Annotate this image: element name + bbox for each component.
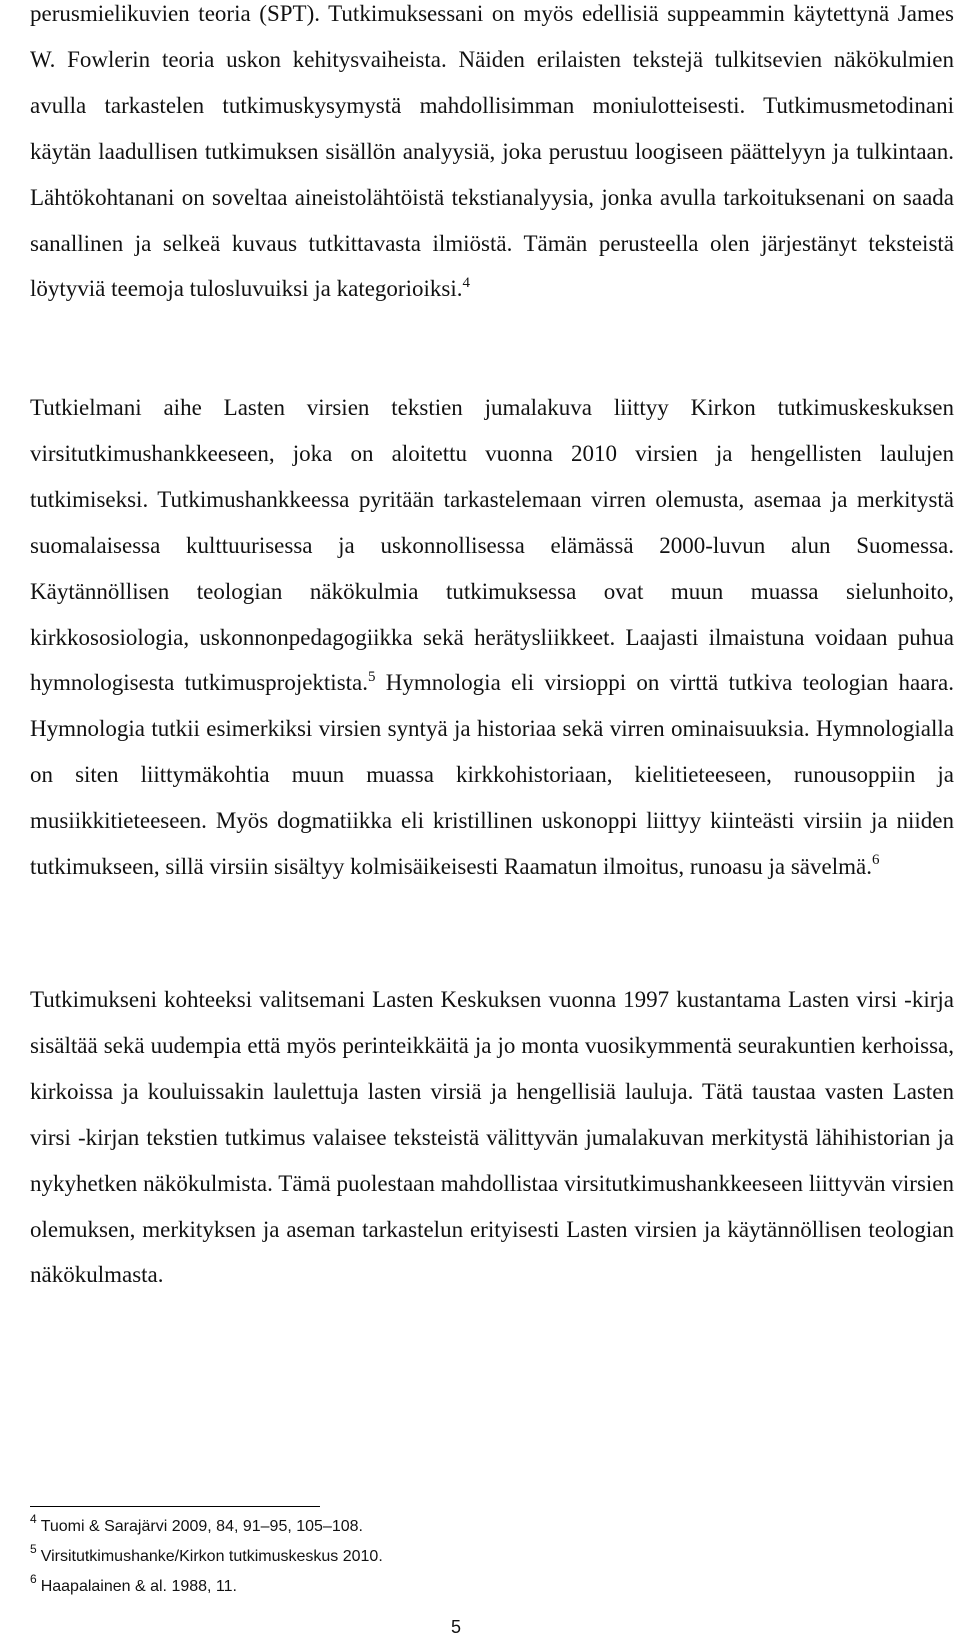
footnote-number: 4 [30, 1511, 37, 1526]
page-number: 5 [450, 1617, 461, 1637]
footnote-number: 6 [30, 1571, 37, 1586]
paragraph-text: Hymnologia eli virsioppi on virttä tutkiva teologian haara. Hymnologia tutkii esimerkiksi virsien syntyä ja historiaa sekä virren ominaisuuksia. Hymnologialla on siten liittymäkohtia muun muassa kirkkohistoriaan, kielitieteeseen, runousoppiin ja musiikkitieteeseen. Myös dogmatiikka eli kristillinen uskonoppi liittyy kiinteästi virsiin ja niiden tutkimukseen, sillä virsiin sisältyy kolmisäikeisesti Raamatun ilmoitus, runoasu ja sävelmä. [30, 670, 955, 880]
footnotes [30, 1511, 730, 1608]
footnote-reference[interactable]: 6 [871, 852, 880, 869]
body-paragraph [30, 0, 954, 312]
footnote-reference[interactable]: 5 [368, 668, 376, 685]
footnote-divider [30, 1506, 320, 1507]
footnote [30, 1541, 730, 1578]
paragraph-text: Tutkimukseni kohteeksi valitsemani Lasten Keskuksen vuonna 1997 kustantama Lasten virsi -kirja sisältää sekä uudempia että myös perinteikkäitä ja jo monta vuosikymmentä seurakuntien kerhoissa, kirkoissa ja kouluissakin laulettuja lasten virsiä ja hengellisiä lauluja. Tätä taustaa vasten Lasten virsi -kirjan tekstien tutkimus valaisee teksteistä välittyvän jumalakuvan merkitystä lähihistorian ja nykyhetken näkökulmista. Tämä puolestaan mahdollistaa virsitutkimushankkeeseen liittyvän virsien olemuksen, merkityksen ja aseman tarkastelun erityisesti Lasten virsien ja käytännöllisen teologian näkökulmasta. [30, 987, 954, 1288]
body-paragraph [30, 977, 954, 1298]
footnote-text: Haapalainen & al. 1988, 11. [40, 1578, 237, 1595]
footnote [30, 1511, 730, 1548]
body-paragraph [30, 385, 954, 890]
paragraph-text: perusmielikuvien teoria (SPT). Tutkimuksessani on myös edellisiä suppeammin käytettynä James W. Fowlerin teoria uskon kehitysvaiheista. Näiden erilaisten tekstejä tulkitsevien näkökulmien avulla tarkastelen tutkimuskysymystä mahdollisimman moniulotteisesti. Tutkimusmetodinani käytän laadullisen tutkimuksen sisällön analyysiä, joka perustuu loogiseen päättelyyn ja tulkintaan. Lähtökohtanani on soveltaa aineistolähtöistä tekstianalyysia, jonka avulla tarkoituksenani on saada sanallinen ja selkeä kuvaus tutkittavasta ilmiöstä. Tämän perusteella olen järjestänyt teksteistä löytyviä teemoja tulosluvuiksi ja kategorioiksi. [30, 1, 954, 302]
footnote-text: Tuomi & Sarajärvi 2009, 84, 91–95, 105–108. [40, 1518, 363, 1535]
footnote-text: Virsitutkimushanke/Kirkon tutkimuskeskus 2010. [40, 1548, 383, 1565]
footnote-number: 5 [30, 1541, 37, 1556]
footnote [30, 1571, 730, 1608]
footnote-reference[interactable]: 4 [462, 274, 470, 291]
paragraph-text: Tutkielmani aihe Lasten virsien tekstien jumalakuva liittyy Kirkon tutkimuskeskuksen virsitutkimushankkeeseen, joka on aloitettu vuonna 2010 virsien ja hengellisten laulujen tutkimiseksi. Tutkimushankkeessa pyritään tarkastelemaan virren olemusta, asemaa ja merkitystä suomalaisessa kulttuurisessa ja uskonnollisessa elämässä 2000-luvun alun Suomessa. Käytännöllisen teologian näkökulmia tutkimuksessa ovat muun muassa sielunhoito, kirkkososiologia, uskonnonpedagogiikka sekä herätysliikkeet. Laajasti ilmaistuna voidaan puhua hymnologisesta tutkimusprojektista. [30, 395, 954, 696]
